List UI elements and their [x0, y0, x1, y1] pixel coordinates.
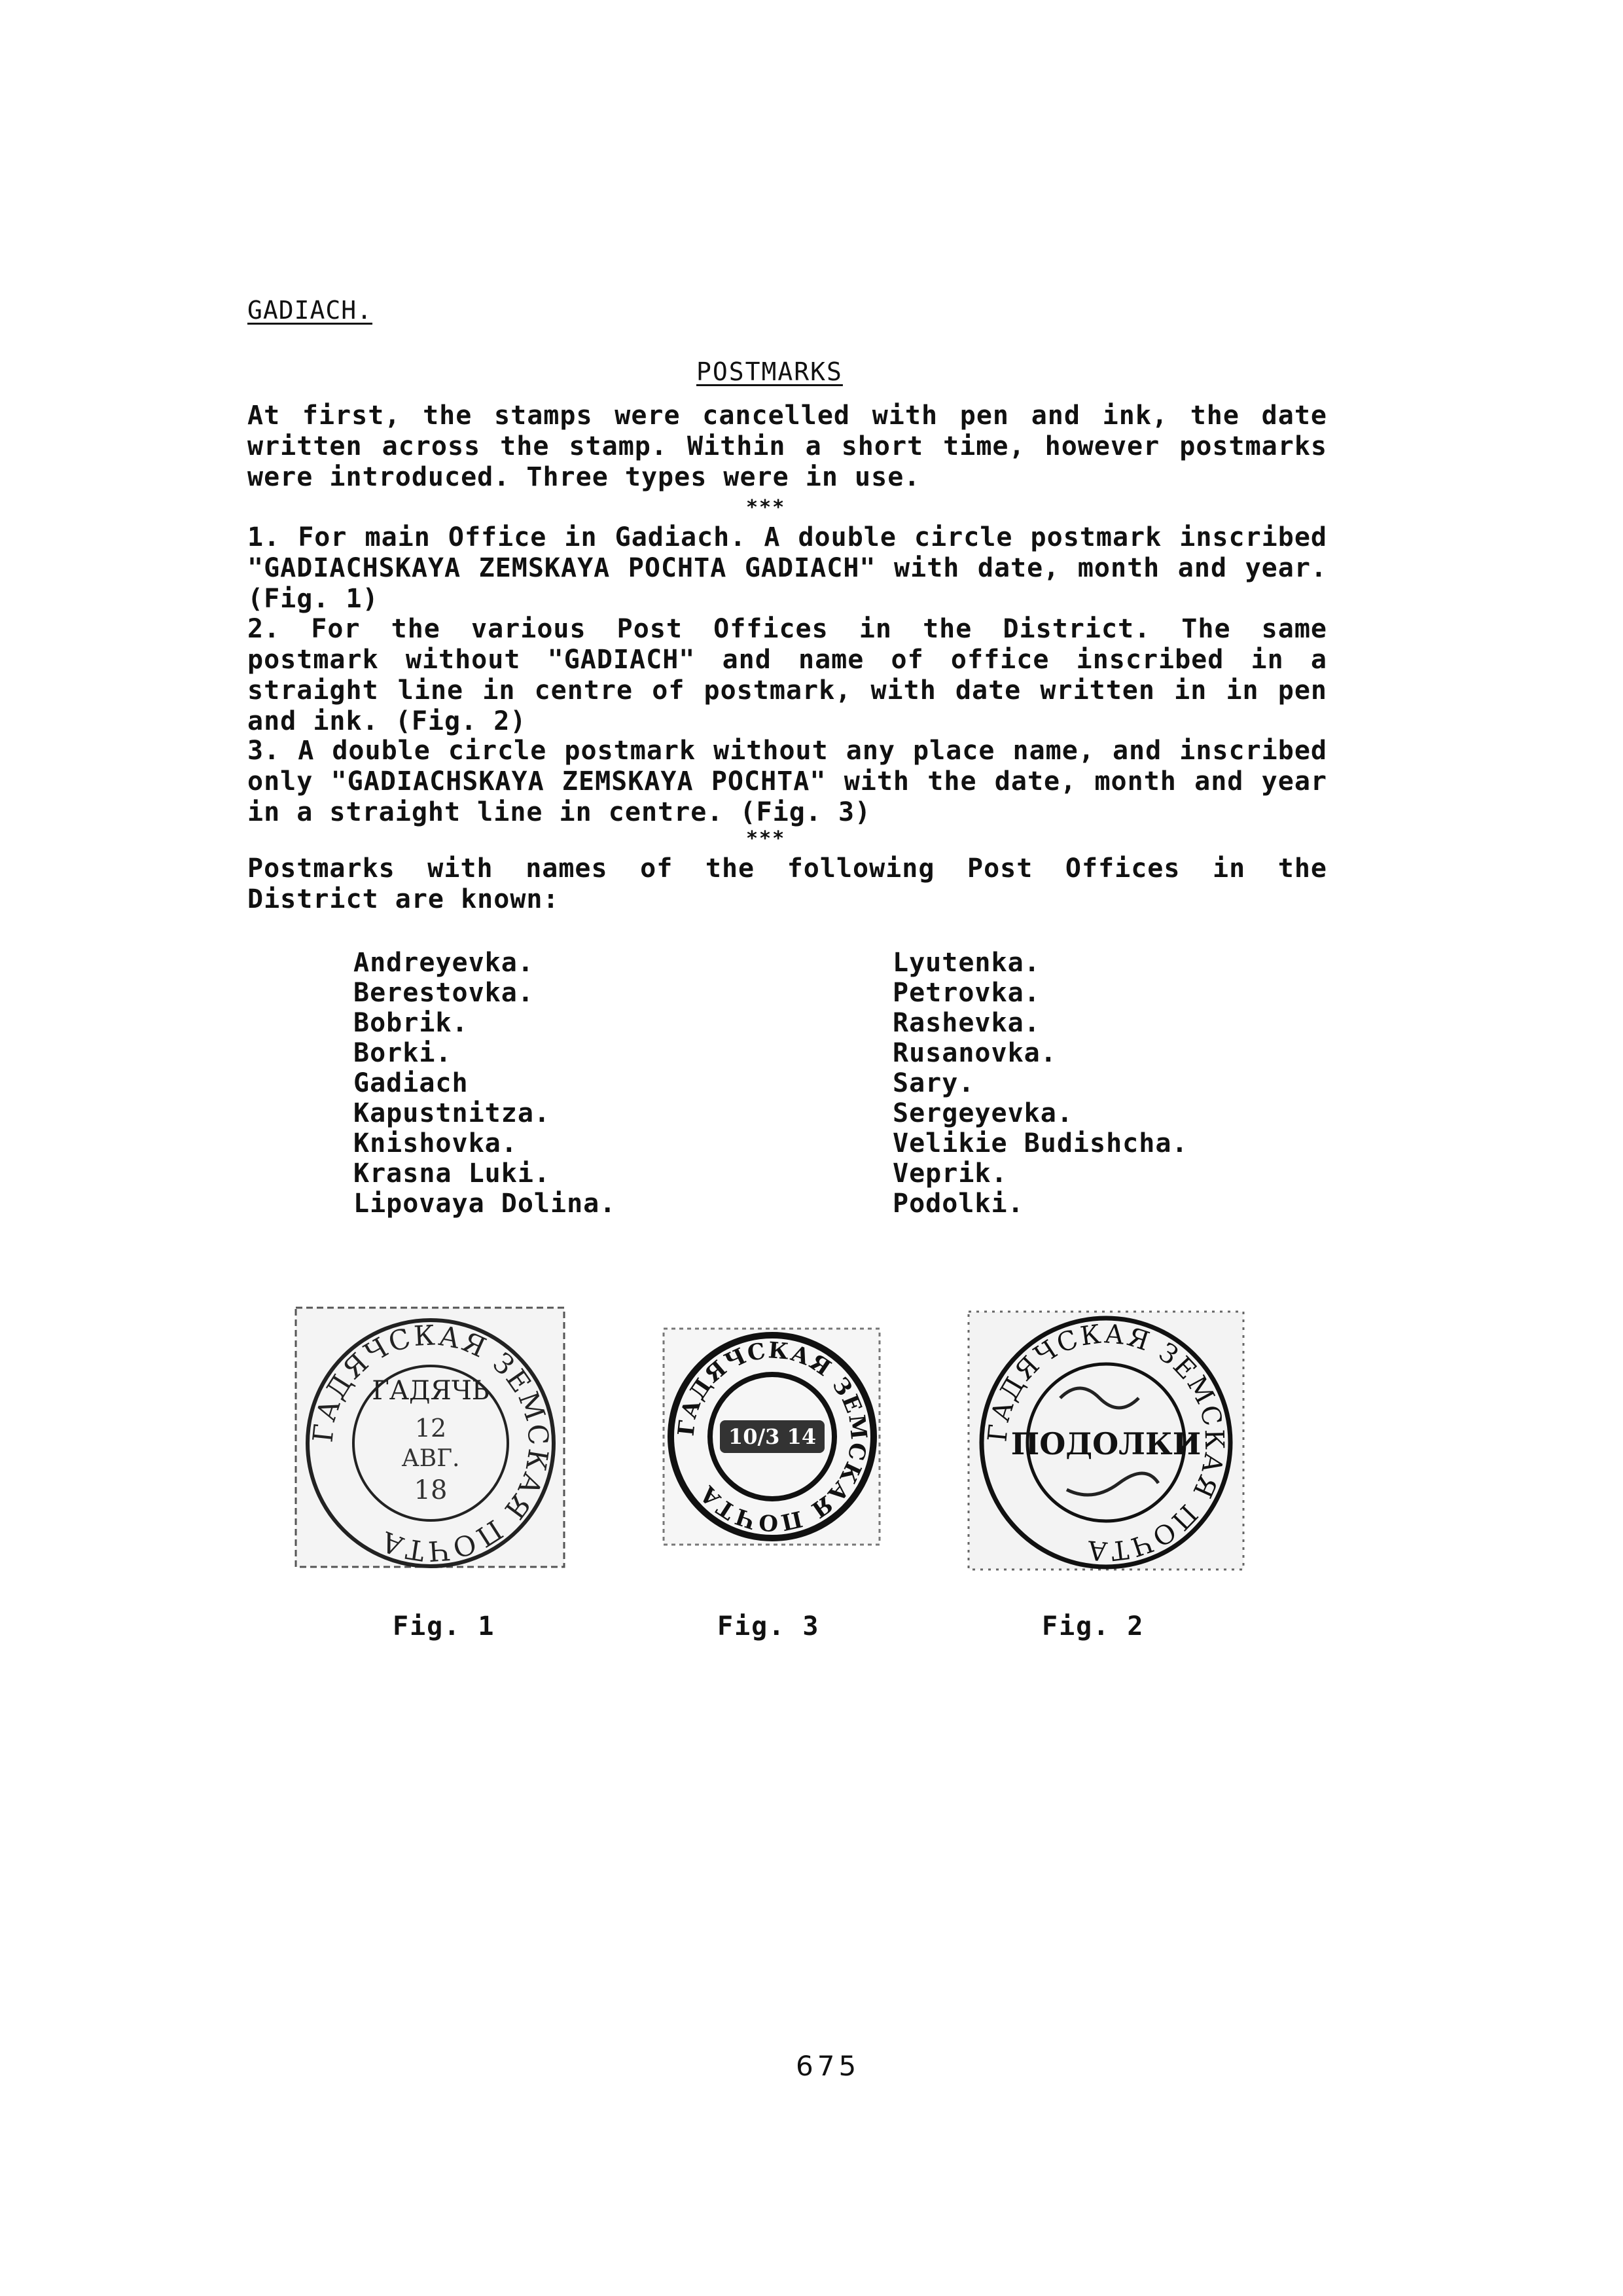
postmark-year: 18 [414, 1475, 448, 1505]
page-number: 675 [796, 2050, 861, 2082]
type-1-paragraph: 1. For main Office in Gadiach. A double circle postmark inscribed "GADIACHSKAYA ZEMSKAYA POCHTA GADIACH" with date, month and year. (Fig. 1) [247, 522, 1327, 614]
offices-intro: Postmarks with names of the following Post Offices in the District are known: [247, 853, 1327, 914]
figure-2-caption: Fig. 2 [1042, 1611, 1145, 1641]
office-item: Sergeyevka. [893, 1098, 1073, 1128]
office-item: Gadiach [353, 1068, 469, 1098]
office-item: Berestovka. [353, 978, 534, 1008]
postmark-ring-text: ГАДЯЧСКАЯ ЗЕМСКАЯ ПОЧТА [982, 1319, 1230, 1566]
office-item: Rusanovka. [893, 1038, 1057, 1068]
offices-list-right [893, 948, 1188, 1219]
offices-list-left [353, 948, 616, 1219]
postmark-ring-text: ГАДЯЧСКАЯ ЗЕМСКАЯ ПОЧТА [673, 1337, 872, 1536]
office-item: Krasna Luki. [353, 1158, 550, 1189]
figure-3-caption: Fig. 3 [717, 1611, 820, 1641]
office-item: Rashevka. [893, 1008, 1041, 1038]
office-item: Knishovka. [353, 1128, 518, 1158]
office-item: Lyutenka. [893, 948, 1041, 978]
office-item: Borki. [353, 1038, 452, 1068]
office-item: Bobrik. [353, 1008, 469, 1038]
office-item: Kapustnitza. [353, 1098, 550, 1128]
section-heading: POSTMARKS [696, 357, 843, 386]
type-2-paragraph: 2. For the various Post Offices in the District. The same postmark without "GADIACH" and name of office inscribed in a straight line in centre of postmark, with date written in in pen and ink. (Fig. 2) [247, 614, 1327, 736]
intro-paragraph: At first, the stamps were cancelled with pen and ink, the date written across the stamp. Within a short time, however postmarks were introduced. Three types were in use. [247, 401, 1327, 492]
postmark-month: АВГ. [401, 1445, 460, 1472]
postmark-town: ГАДЯЧЬ [372, 1376, 490, 1406]
postmark-office-name: ПОДОЛКИ [1010, 1426, 1202, 1462]
page-title: GADIACH. [247, 296, 373, 325]
postmark-ring-text: ГАДЯЧСКАЯ ЗЕМСКАЯ ПОЧТА [306, 1319, 555, 1568]
office-item: Petrovka. [893, 978, 1041, 1008]
office-item: Sary. [893, 1068, 975, 1098]
postmark-date: 10/3 14 [728, 1424, 817, 1449]
separator-1: *** [746, 496, 786, 519]
postmark-fig1-image [293, 1302, 568, 1571]
type-3-paragraph: 3. A double circle postmark without any place name, and inscribed only "GADIACHSKAYA ZEMSKAYA POCHTA" with the date, month and year in a straight line in centre. (Fig. 3) [247, 736, 1327, 827]
postmark-fig2-image [962, 1306, 1250, 1575]
office-item: Andreyevka. [353, 948, 534, 978]
office-item: Lipovaya Dolina. [353, 1189, 616, 1219]
postmark-day: 12 [414, 1414, 447, 1443]
office-item: Podolki. [893, 1189, 1024, 1219]
office-item: Velikie Budishcha. [893, 1128, 1188, 1158]
office-item: Veprik. [893, 1158, 1008, 1189]
separator-2: *** [746, 827, 786, 850]
figure-1-caption: Fig. 1 [393, 1611, 495, 1641]
postmark-fig3-image [654, 1322, 890, 1551]
